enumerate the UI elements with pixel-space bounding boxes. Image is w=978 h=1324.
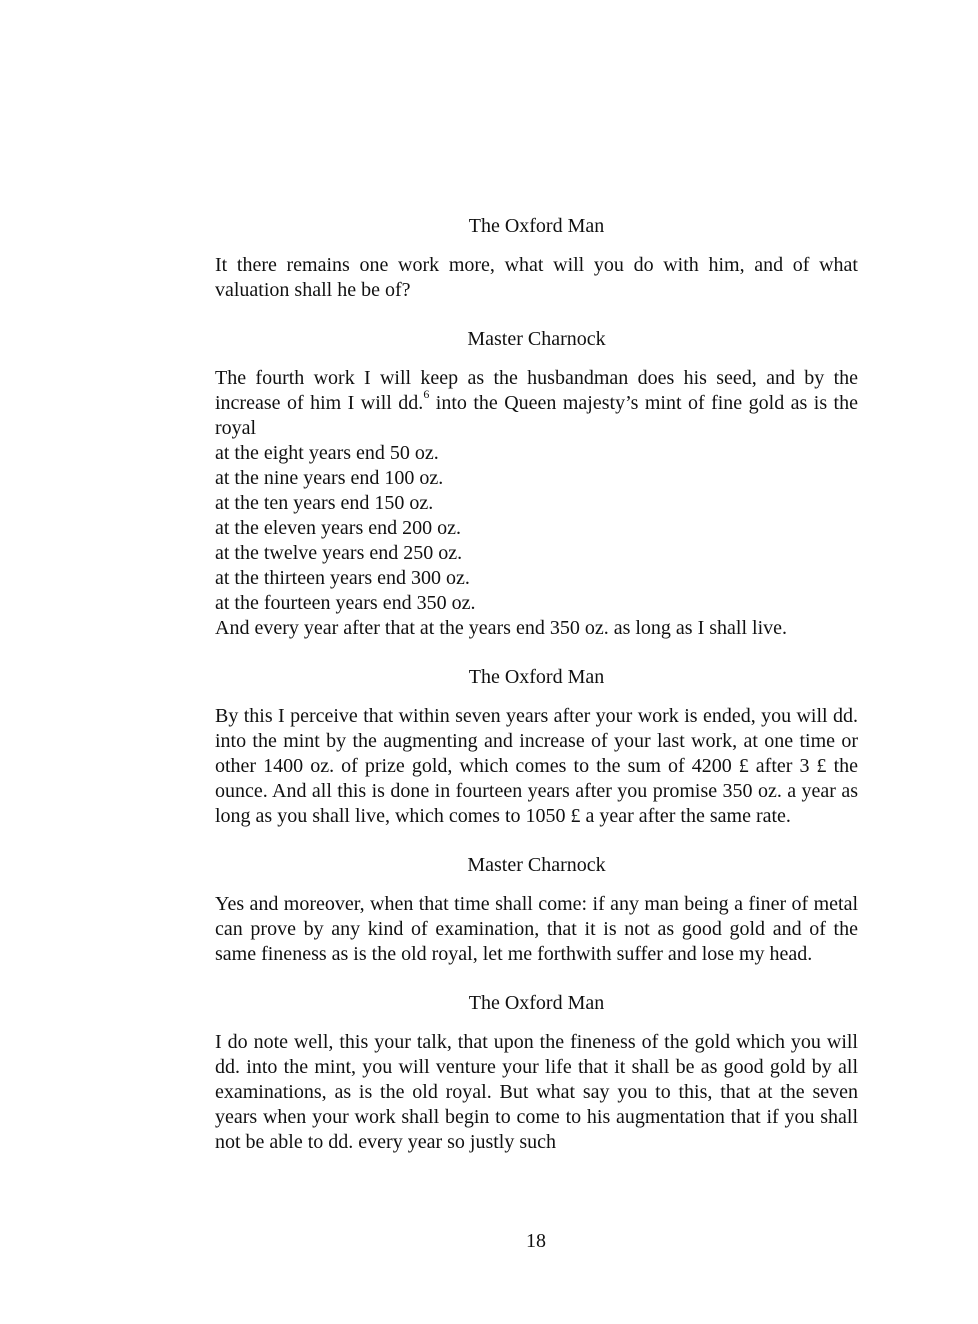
dialogue-paragraph: By this I perceive that within seven years after your work is ended, you will dd. into the mint by the augmenting and increase of your last work, at one time or other 1400 oz. of prize gold, which comes to the sum of 4200 £ after 3 £ the ounce. And all this is done in fourteen years after you promise 350 oz. a year as long as you shall live, which comes to 1050 £ a year after the same rate. bbox=[215, 705, 858, 827]
speaker-heading: The Oxford Man bbox=[468, 666, 605, 688]
dialogue-paragraph: Yes and moreover, when that time shall come: if any man being a finer of metal can prove by any kind of examination, that it is not as good gold and of the same fineness as is the old royal, let me forthwith suffer and lose my head. bbox=[215, 893, 858, 965]
schedule-line: at the ten years end 150 oz. bbox=[215, 492, 434, 514]
dialogue-paragraph: I do note well, this your talk, that upon the fineness of the gold which you will dd. into the mint, you will venture your life that it shall be as good gold by all examinations, as is the old royal. But what say you to this, that at the seven years when your work shall begin to come to his augmentation that if you shall not be able to dd. every year so justly such bbox=[215, 1031, 858, 1153]
schedule-line: at the eleven years end 200 oz. bbox=[215, 517, 462, 539]
schedule-line: And every year after that at the years end 350 oz. as long as I shall live. bbox=[215, 617, 788, 639]
page-number: 18 bbox=[526, 1230, 546, 1252]
schedule-line: at the nine years end 100 oz. bbox=[215, 467, 444, 489]
schedule-line: at the twelve years end 250 oz. bbox=[215, 542, 463, 564]
page-body bbox=[215, 214, 858, 1155]
dialogue-paragraph: It there remains one work more, what will you do with him, and of what valuation shall he be of? bbox=[215, 254, 858, 301]
schedule-line: at the eight years end 50 oz. bbox=[215, 442, 439, 464]
schedule-line: at the fourteen years end 350 oz. bbox=[215, 592, 476, 614]
paragraph-text: The fourth work I will keep as the husbandman does his seed, and by the increase of him I will dd. bbox=[215, 367, 858, 414]
speaker-heading: Master Charnock bbox=[467, 854, 606, 876]
speaker-heading: Master Charnock bbox=[467, 328, 606, 350]
speaker-heading: The Oxford Man bbox=[468, 215, 605, 237]
footnote-marker[interactable]: 6 bbox=[423, 387, 430, 402]
schedule-line: at the thirteen years end 300 oz. bbox=[215, 567, 470, 589]
dialogue-paragraph bbox=[215, 366, 858, 641]
paragraph-text: into the Queen majesty’s mint of fine gold as is the royal bbox=[215, 392, 858, 439]
speaker-heading: The Oxford Man bbox=[468, 992, 605, 1014]
